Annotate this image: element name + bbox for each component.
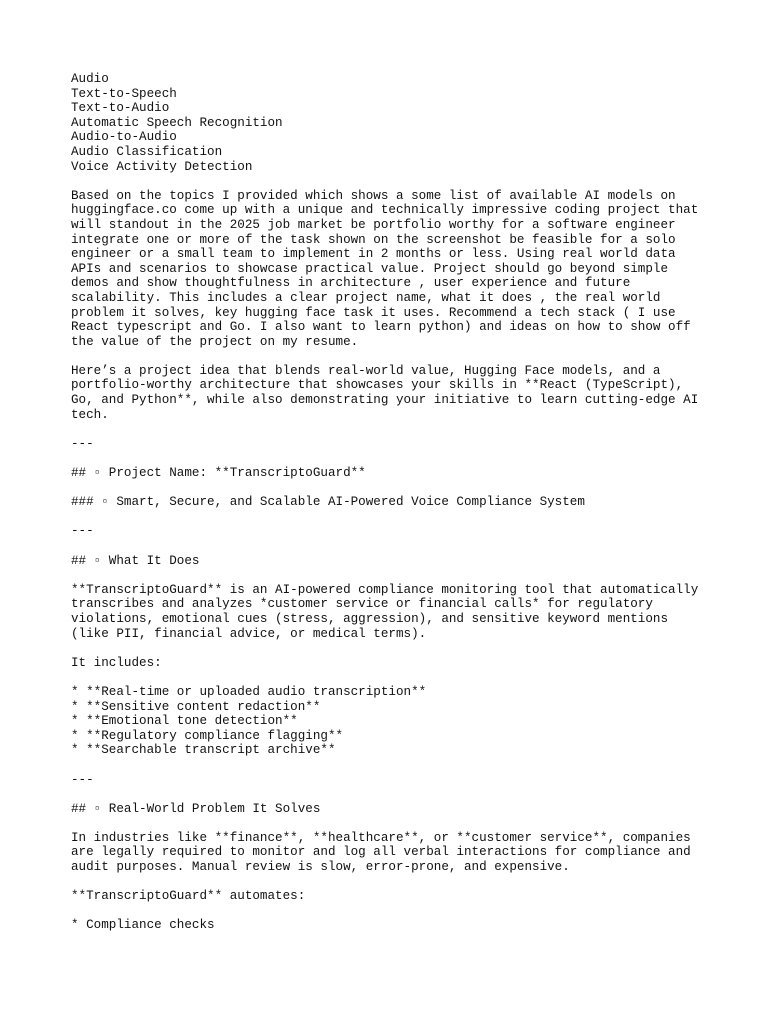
audio-task-line: Audio Classification [71,144,223,159]
blank-line [71,174,731,189]
separator: --- [71,772,94,787]
audio-task-line: Audio [71,72,109,86]
prompt-line: Based on the topics I provided which shows a some list of available AI models on [71,188,676,203]
feature-list-item: * **Emotional tone detection** [71,714,298,729]
it-includes-label: It includes: [71,655,162,670]
blank-line [71,816,731,831]
what-it-does-heading: ## ▫ What It Does [71,553,200,568]
prompt-paragraph [71,189,731,350]
automates-heading: **TranscriptoGuard** automates: [71,889,306,904]
what-it-does-line: (like PII, financial advice, or medical terms). [71,626,427,641]
blank-line [71,670,731,685]
problem-line: audit purposes. Manual review is slow, error-prone, and expensive. [71,860,570,875]
answer-intro-line: Here’s a project idea that blends real-world value, Hugging Face models, and a [71,363,661,378]
answer-intro-paragraph [71,364,731,422]
answer-intro-line: Go, and Python**, while also demonstrating your initiative to learn cutting-edge AI [71,393,699,408]
project-name-heading: ## ▫ Project Name: **TranscriptoGuard** [71,466,366,481]
blank-line [71,758,731,773]
what-it-does-line: **TranscriptoGuard** is an AI-powered compliance monitoring tool that automatically [71,582,699,597]
answer-intro-line: portfolio-worthy architecture that showcases your skills in **React (TypeScript), [71,378,684,393]
prompt-line: problem it solves, key hugging face task it uses. Recommend a tech stack ( I use [71,305,676,320]
separator: --- [71,436,94,451]
answer-intro-line: tech. [71,407,109,422]
prompt-line: huggingface.co come up with a unique and technically impressive coding project that [71,203,699,218]
blank-line [71,875,731,890]
what-it-does-paragraph [71,583,731,641]
automates-list-item: * Compliance checks [71,918,215,933]
what-it-does-line: transcribes and analyzes *customer service or financial calls* for regulatory [71,597,653,612]
blank-line [71,539,731,554]
blank-line [71,641,731,656]
problem-line: are legally required to monitor and log all verbal interactions for compliance and [71,845,691,860]
tagline-heading: ### ▫ Smart, Secure, and Scalable AI-Powered Voice Compliance System [71,495,585,510]
blank-line [71,787,731,802]
blank-line [71,510,731,525]
what-it-does-line: violations, emotional cues (stress, aggression), and sensitive keyword mentions [71,611,669,626]
audio-task-line: Audio-to-Audio [71,130,177,145]
audio-task-line: Voice Activity Detection [71,159,253,174]
feature-list-item: * **Real-time or uploaded audio transcription** [71,684,427,699]
blank-line [71,568,731,583]
problem-line: In industries like **finance**, **healthcare**, or **customer service**, companies [71,830,691,845]
prompt-line: will standout in the 2025 job market be portfolio worthy for a software engineer [71,217,676,232]
blank-line [71,451,731,466]
blank-line [71,904,731,919]
prompt-line: APIs and scenarios to showcase practical value. Project should go beyond simple [71,261,669,276]
blank-line [71,349,731,364]
problem-paragraph [71,831,731,875]
audio-task-line: Automatic Speech Recognition [71,115,283,130]
prompt-line: engineer or a small team to implement in 2 months or less. Using real world data [71,247,676,262]
audio-task-list [71,72,731,174]
audio-task-line: Text-to-Audio [71,101,170,116]
prompt-line: the value of the project on my resume. [71,334,359,349]
problem-heading: ## ▫ Real-World Problem It Solves [71,801,321,816]
document-page [71,72,731,933]
prompt-line: scalability. This includes a clear project name, what it does , the real world [71,290,661,305]
feature-list-item: * **Regulatory compliance flagging** [71,728,344,743]
feature-list-item: * **Searchable transcript archive** [71,743,336,758]
separator: --- [71,524,94,539]
prompt-line: React typescript and Go. I also want to learn python) and ideas on how to show off [71,320,691,335]
feature-list-item: * **Sensitive content redaction** [71,699,321,714]
blank-line [71,422,731,437]
prompt-line: demos and show thoughtfulness in architecture , user experience and future [71,276,631,291]
prompt-line: integrate one or more of the task shown on the screenshot be feasible for a solo [71,232,676,247]
blank-line [71,481,731,496]
automates-list [71,918,731,933]
feature-list [71,685,731,758]
audio-task-line: Text-to-Speech [71,86,177,101]
